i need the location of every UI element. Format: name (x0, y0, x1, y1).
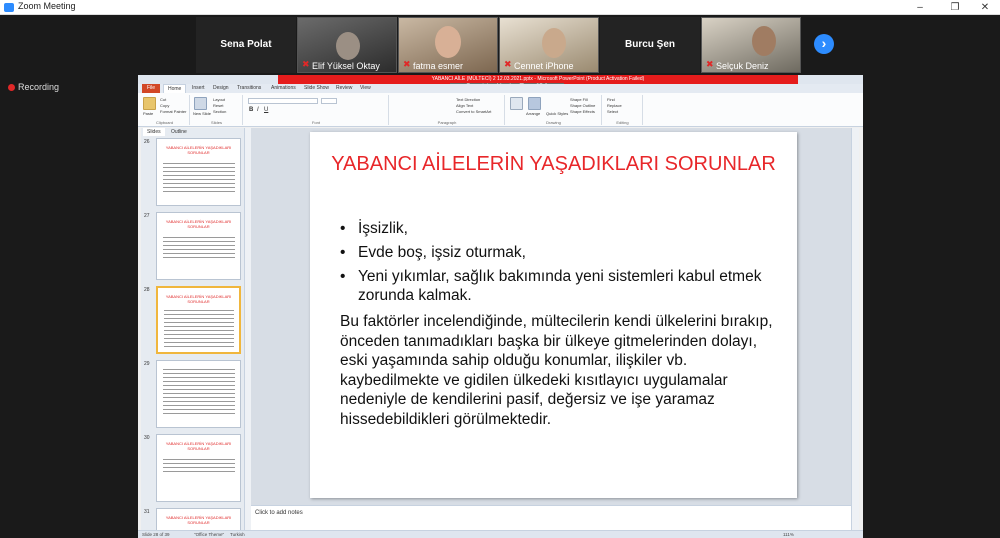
slide-thumbnail[interactable] (156, 212, 241, 280)
tab-review[interactable]: Review (336, 85, 353, 91)
new-slide-button[interactable]: New Slide (193, 111, 212, 116)
next-participants-button[interactable]: › (814, 34, 834, 54)
group-label: Clipboard (155, 120, 174, 125)
group-label: Paragraph (437, 120, 457, 125)
record-dot-icon (8, 84, 15, 91)
cut-button[interactable]: Cut (160, 97, 167, 102)
ribbon-group-clipboard (140, 95, 190, 125)
text-direction-button[interactable]: Text Direction (456, 97, 481, 102)
participant-face (752, 26, 776, 56)
status-bar (138, 530, 863, 538)
find-button[interactable]: Find (607, 97, 615, 102)
group-label: Font (311, 120, 320, 125)
shared-powerpoint-window (138, 75, 863, 538)
section-button[interactable]: Section (213, 109, 227, 114)
current-slide[interactable] (310, 132, 797, 498)
ribbon-group-editing (603, 95, 643, 125)
language: Turkish (230, 532, 245, 537)
ribbon-group-drawing (506, 95, 602, 125)
slide-thumbnail-selected[interactable] (156, 286, 241, 354)
participant-tile[interactable] (196, 17, 296, 73)
slide-number: 28 (144, 287, 150, 293)
notes-pane[interactable] (251, 505, 851, 533)
close-icon[interactable]: ✕ (980, 2, 990, 13)
participant-video[interactable] (499, 17, 599, 73)
font-size-box[interactable] (321, 98, 337, 104)
tab-home[interactable]: Home (163, 84, 186, 94)
tab-file[interactable]: File (142, 84, 160, 93)
side-panel-tabs (141, 128, 245, 136)
zoom-level[interactable]: 111% (783, 532, 794, 537)
tab-animations[interactable]: Animations (271, 85, 296, 91)
paste-icon[interactable] (143, 97, 156, 110)
participant-face (435, 26, 461, 58)
layout-button[interactable]: Layout (213, 97, 226, 102)
reset-button[interactable]: Reset (213, 103, 224, 108)
participant-video[interactable] (398, 17, 498, 73)
tab-outline[interactable]: Outline (171, 129, 187, 135)
slide-number: 31 (144, 509, 150, 515)
slide-number: 30 (144, 435, 150, 441)
participant-tile[interactable] (600, 17, 700, 73)
participant-name: Sena Polat (220, 39, 272, 50)
minimize-icon[interactable]: – (917, 2, 923, 13)
thumbnail-title: YABANCI AİLELERİN YAŞADIKLARI SORUNLAR (165, 145, 232, 155)
bold-icon[interactable]: B (249, 107, 254, 113)
bullet-item (340, 219, 777, 238)
format-painter-button[interactable]: Format Painter (160, 109, 187, 114)
window-title: Zoom Meeting (18, 1, 76, 11)
slide-thumbnail[interactable] (156, 360, 241, 428)
main-scrollbar[interactable] (851, 128, 859, 533)
new-slide-icon[interactable] (194, 97, 207, 110)
copy-button[interactable]: Copy (160, 103, 170, 108)
shape-effects-button[interactable]: Shape Effects (570, 109, 595, 114)
mic-muted-icon: ✖ (403, 59, 411, 69)
participant-face (542, 28, 566, 58)
notes-placeholder: Click to add notes (255, 510, 303, 516)
replace-button[interactable]: Replace (607, 103, 622, 108)
slide-number: 29 (144, 361, 150, 367)
thumbnail-title: YABANCI AİLELERİN YAŞADIKLARI SORUNLAR (165, 294, 232, 304)
align-text-button[interactable]: Align Text (456, 103, 474, 108)
convert-smartart-button[interactable]: Convert to SmartArt (456, 109, 492, 114)
thumbnail-title: YABANCI AİLELERİN YAŞADIKLARI SORUNLAR (165, 219, 232, 229)
maximize-icon[interactable]: ❐ (950, 2, 960, 13)
bullet-item (340, 267, 777, 305)
slide-thumbnail[interactable] (156, 138, 241, 206)
theme-name: "Office Theme" (194, 532, 225, 537)
participant-video[interactable] (297, 17, 397, 73)
tab-insert[interactable]: Insert (192, 85, 205, 91)
slide-counter: Slide 28 of 39 (142, 532, 170, 537)
thumbnail-title: YABANCI AİLELERİN YAŞADIKLARI SORUNLAR (165, 515, 232, 525)
slide-number: 27 (144, 213, 150, 219)
ribbon-group-paragraph (390, 95, 505, 125)
tab-slides[interactable]: Slides (143, 128, 165, 136)
tab-slide-show[interactable]: Slide Show (304, 85, 330, 91)
bullet-item (340, 243, 777, 262)
arrange-button[interactable]: Arrange (526, 111, 541, 116)
recording-label: Recording (18, 82, 60, 92)
participant-name: Burcu Şen (624, 39, 675, 50)
underline-icon[interactable]: U (264, 107, 269, 113)
recording-indicator[interactable] (8, 82, 59, 92)
shapes-icon[interactable] (510, 97, 523, 110)
tab-design[interactable]: Design (213, 85, 229, 91)
ribbon (138, 93, 863, 127)
slides-panel (141, 128, 245, 533)
ribbon-tabs (138, 84, 863, 93)
ribbon-group-slides (191, 95, 243, 125)
slide-paragraph[interactable]: Bu faktörler incelendiğinde, mültecilerin kendi ülkelerini bırakıp, önceden tanımadıkları başka bir ülkeye gitmelerinden dolayı, eski yaşamında sahip olduğu konumlar, ilişkiler vb. kaybedilmekte ve gidilen ülkedeki kısıtlayıcı uygulamalar nedeniyle de kendilerini pasif, değersiz ve işe yaramaz hissedebildikleri görülmektedir. (340, 313, 773, 428)
mic-muted-icon: ✖ (706, 59, 714, 69)
participant-face (336, 32, 360, 60)
bullet-icon: • (340, 220, 346, 237)
paste-button[interactable]: Paste (143, 111, 154, 116)
arrange-icon[interactable] (528, 97, 541, 110)
select-button[interactable]: Select (607, 109, 619, 114)
slide-title[interactable]: YABANCI AİLELERİN YAŞADIKLARI SORUNLAR (331, 153, 776, 175)
participant-name: Selçuk Deniz (716, 61, 769, 71)
group-label: Editing (616, 120, 629, 125)
ribbon-group-font (244, 95, 389, 125)
group-label: Drawing (546, 120, 561, 125)
participant-strip (0, 15, 1000, 75)
participant-name: fatma esmer (413, 61, 464, 71)
slide-number: 26 (144, 139, 150, 145)
group-label: Slides (211, 120, 222, 125)
bullet-text: Yeni yıkımlar, sağlık bakımında yeni sistemleri kabul etmek zorunda kalmak. (358, 268, 762, 304)
participant-name: Cennet iPhone (514, 61, 574, 71)
thumbnail-title: YABANCI AİLELERİN YAŞADIKLARI SORUNLAR (165, 441, 232, 451)
bullet-text: Evde boş, işsiz oturmak, (358, 244, 526, 261)
mic-muted-icon: ✖ (504, 59, 512, 69)
zoom-logo-icon (4, 3, 14, 12)
tab-transitions[interactable]: Transitions (237, 85, 262, 91)
bullet-list[interactable] (340, 219, 777, 310)
mic-muted-icon: ✖ (302, 59, 310, 69)
participant-video[interactable] (701, 17, 801, 73)
tab-view[interactable]: View (360, 85, 371, 91)
font-name-box[interactable] (248, 98, 318, 104)
slide-thumbnail[interactable] (156, 434, 241, 502)
participant-name: Elif Yüksel Oktay (312, 61, 380, 71)
italic-icon[interactable]: I (257, 107, 259, 113)
quick-styles-button[interactable]: Quick Styles (546, 111, 569, 116)
bullet-text: İşsizlik, (358, 220, 408, 237)
shape-fill-button[interactable]: Shape Fill (570, 97, 588, 102)
share-banner: YABANCI AİLE (MÜLTECİ) 2 12.03.2021.pptx - Microsoft PowerPoint (Product Activation Failed) (278, 75, 798, 84)
bullet-icon: • (340, 244, 346, 261)
bullet-icon: • (340, 268, 346, 285)
zoom-title-bar (0, 0, 1000, 15)
shape-outline-button[interactable]: Shape Outline (570, 103, 596, 108)
